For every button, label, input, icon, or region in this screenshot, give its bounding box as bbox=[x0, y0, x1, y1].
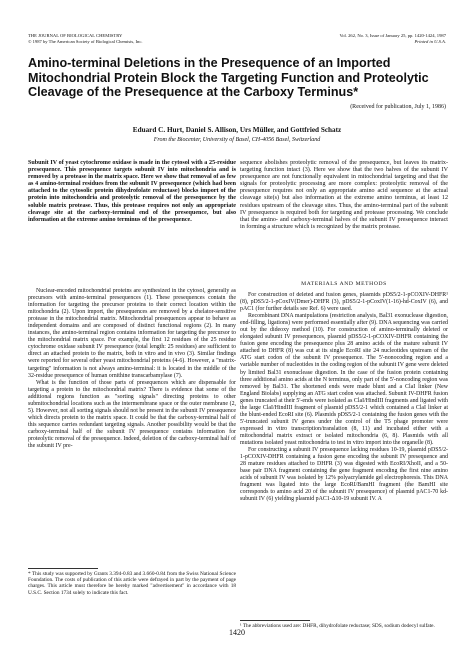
methods-paragraph: Recombinant DNA manipulations (restriction analysis, Bal31 exonuclease digestion, end-filling, ligations) were performed essentially after (9). DNA sequencing was carried out by the dideoxy method (10). For construction of amino-terminally deleted or elongated subunit IV presequences, plasmid pDS5/2-1-pCOXIV-DHFR containing the fusion gene encoding the presequence plus 28 amino acids of the mature subunit IV attached to DHFR (8) was cut at its single EcoRI site 24 nucleotides upstream of the ATG start codon of the subunit IV presequence. The 5'-nonocoding region and a variable number of nucleotides in the coding region of the subunit IV gene were deleted by limited Bal31 exonuclease digestion. In the case of the fusion protein containing three additional amino acids at the N terminus, only part of the 5'-noncoding region was removed by Bal31. The shortened ends were made blunt and a ClaI linker (New England Biolabs) supplying an ATG start codon was attached. Subunit IV-DHFR fusion genes truncated at their 5'-ends were isolated as ClaI/HindIII fragments and ligated with the large ClaI/HindIII fragment of plasmid pDS5/2-1 which contained a ClaI linker at the blunt-ended EcoRI site (6). Plasmids pDS5/2-1 containing the fusion genes with the 5'-truncated subunit IV genes under the control of the T5 phage promoter were expressed in vitro transcription/translation (8, 11) and incubated either with a mitochondrial matrix extract or isolated mitochondria (6, 8). Plasmids with all mutations isolated yeast mitochondria to test in vitro import into the organelle (8). bbox=[240, 313, 448, 446]
volume-line: Vol. 262, No. 3, Issue of January 25, pp. 1420-1424, 1987 bbox=[339, 33, 446, 38]
journal-name: THE JOURNAL OF BIOLOGICAL CHEMISTRY bbox=[28, 33, 123, 38]
footnote-divider bbox=[28, 568, 98, 569]
abbreviations-footnote: ¹ The abbreviations used are: DHFR, dihydrofolate reductase; SDS, sodium dodecyl sulfate. bbox=[240, 623, 435, 629]
copyright-line: © 1987 by The American Society of Biological Chemists, Inc. bbox=[28, 38, 143, 44]
received-date: (Received for publication, July 1, 1986) bbox=[350, 104, 446, 110]
affiliation: From the Biocenter, University of Basel, CH-4056 Basel, Switzerland bbox=[153, 137, 321, 143]
introduction-column bbox=[28, 288, 236, 564]
methods-paragraph: For construction of deleted and fusion genes, plasmids pDS5/2-1-pCOXIV-DHFR¹ (8), pDS5/2-1-pCoxIV(Dmer)-DHFR (3), pDS5/2-1-pCoxIV(1-16)-hd-CoxIV (6), and pAC1 (for further details see Ref. 6) were used. bbox=[240, 292, 448, 313]
article-title: Amino-terminal Deletions in the Presequence of an Imported Mitochondrial Protein Block the Targeting Function and Proteolytic Cleavage of the Presequence at the Carboxy Terminus* bbox=[28, 56, 429, 100]
page-number: 1420 bbox=[229, 628, 245, 637]
journal-header-right bbox=[246, 33, 446, 44]
abstract-left-column: Subunit IV of yeast cytochrome oxidase is made in the cytosol with a 25-residue presequence. This presequence targets subunit IV into mitochondria and is removed by a protease in the matrix space. Here we show that removal of as few as 4 amino-terminal residues from the subunit IV presequence (which had been attached to the cytosolic protein dihydrofolate reductase) blocks import of the protein into mitochondria and proteolytic removal of the presequence by the soluble matrix protease. Thus, this protease requires not only an appropriate cleavage site at the carboxy-terminal end of the presequence, but also information at the extreme amino terminus of the presequence. bbox=[28, 160, 236, 223]
methods-column bbox=[240, 292, 448, 616]
funding-footnote: * This study was supported by Grants 3.394-0.83 and 3.660-0.84 from the Swiss National Science Foundation. The costs of publication of this article were defrayed in part by the payment of page charges. This article must therefore be hereby marked "advertisement" in accordance with 18 U.S.C. Section 1734 solely to indicate this fact. bbox=[28, 571, 236, 596]
author-list: Eduard C. Hurt, Daniel S. Allison, Urs Müller, and Gottfried Schatz bbox=[132, 126, 342, 134]
printed-line: Printed in U.S.A. bbox=[414, 38, 446, 44]
footnote-divider bbox=[240, 620, 310, 621]
journal-header-left bbox=[28, 33, 228, 44]
methods-paragraph: For constructing a subunit IV presequence lacking residues 10-19, plasmid pDS5/2-1-pCOXIV-DHFR containing a fusion gene encoding the subunit IV presequence and 28 mature residues attached to DHFR (3) was digested with EcoRI/XhoII, and a 50-base pair DNA fragment containing the gene fragment encoding the first nine amino acids of subunit IV was isolated by 12% polyacrylamide gel electrophoresis. This DNA fragment was ligated into the large EcoRI/BamHI fragment (the BamHI site corresponds to amino acid 20 of the subunit IV presequence) of plasmid pAC1-70 kd-subunit IV (6) yielding plasmid pAC1-Δ10-19 subunit IV. A bbox=[240, 447, 448, 503]
intro-paragraph: Nuclear-encoded mitochondrial proteins are synthesized in the cytosol, generally as precursors with amino-terminal presequences (1). These presequences contain the information for targeting the precursor proteins to their correct location within the mitochondria (2). Upon import, the presequences are removed by a chelator-sensitive protease in the mitochondrial matrix. Mitochondrial presequences appear to behave as independent domains and are composed of distinct functional regions (2). In many instances, the amino-terminal region contains information for targeting the precursor to the mitochondrial matrix space. For example, the first 12 residues of the 25 residue cytochrome oxidase subunit IV presequence (total length: 25 residues) are sufficient to direct an attached protein to the matrix, both in vitro and in vivo (3). Similar findings were reported for several other yeast mitochondrial proteins (4-6). However, a "matrix-targeting" information is not always amino-terminal: it is located in the middle of the 32-residue presequence of human ornithine transcarbamylase (7). bbox=[28, 288, 236, 379]
abstract-right-column: sequence abolishes proteolytic removal of the presequence, but leaves its matrix-targeting function intact (3). Here we show that the two halves of the subunit IV presequence are not functionally equivalent in mitochondrial targeting and that the signals for proteolytic processing are more complex: proteolytic removal of the presequence requires not only an appropriate amino acid sequence at the actual cleavage site(s) but also information at the extreme amino terminus, at least 12 residues upstream of the cleavage sites. Thus, the amino-terminal part of the subunit IV presequence is required both for targeting and protease processing. We conclude that the amino- and carboxy-terminal halves of the subunit IV presequence interact in forming a structure which is recognized by the matrix protease. bbox=[240, 160, 448, 230]
intro-paragraph: What is the function of those parts of presequences which are dispensable for targeting a protein to the mitochondrial matrix? There is evidence that some of the additional regions function as "sorting signals" directing proteins to other submitochondrial locations such as the intermembrane space or the outer membrane (2, 5). However, not all sorting signals should not be present in the subunit IV presequence which directs protein to the matrix space. It could be that the carboxy-terminal half of this sequence carries redundant targeting signals. Another possibility would be that the carboxy-terminal half of the subunit IV presequence contains information for proteolytic removal of the presequence. Indeed, deletion of the carboxy-terminal half of the subunit IV pre- bbox=[28, 379, 236, 450]
section-heading: MATERIALS AND METHODS bbox=[301, 281, 387, 287]
